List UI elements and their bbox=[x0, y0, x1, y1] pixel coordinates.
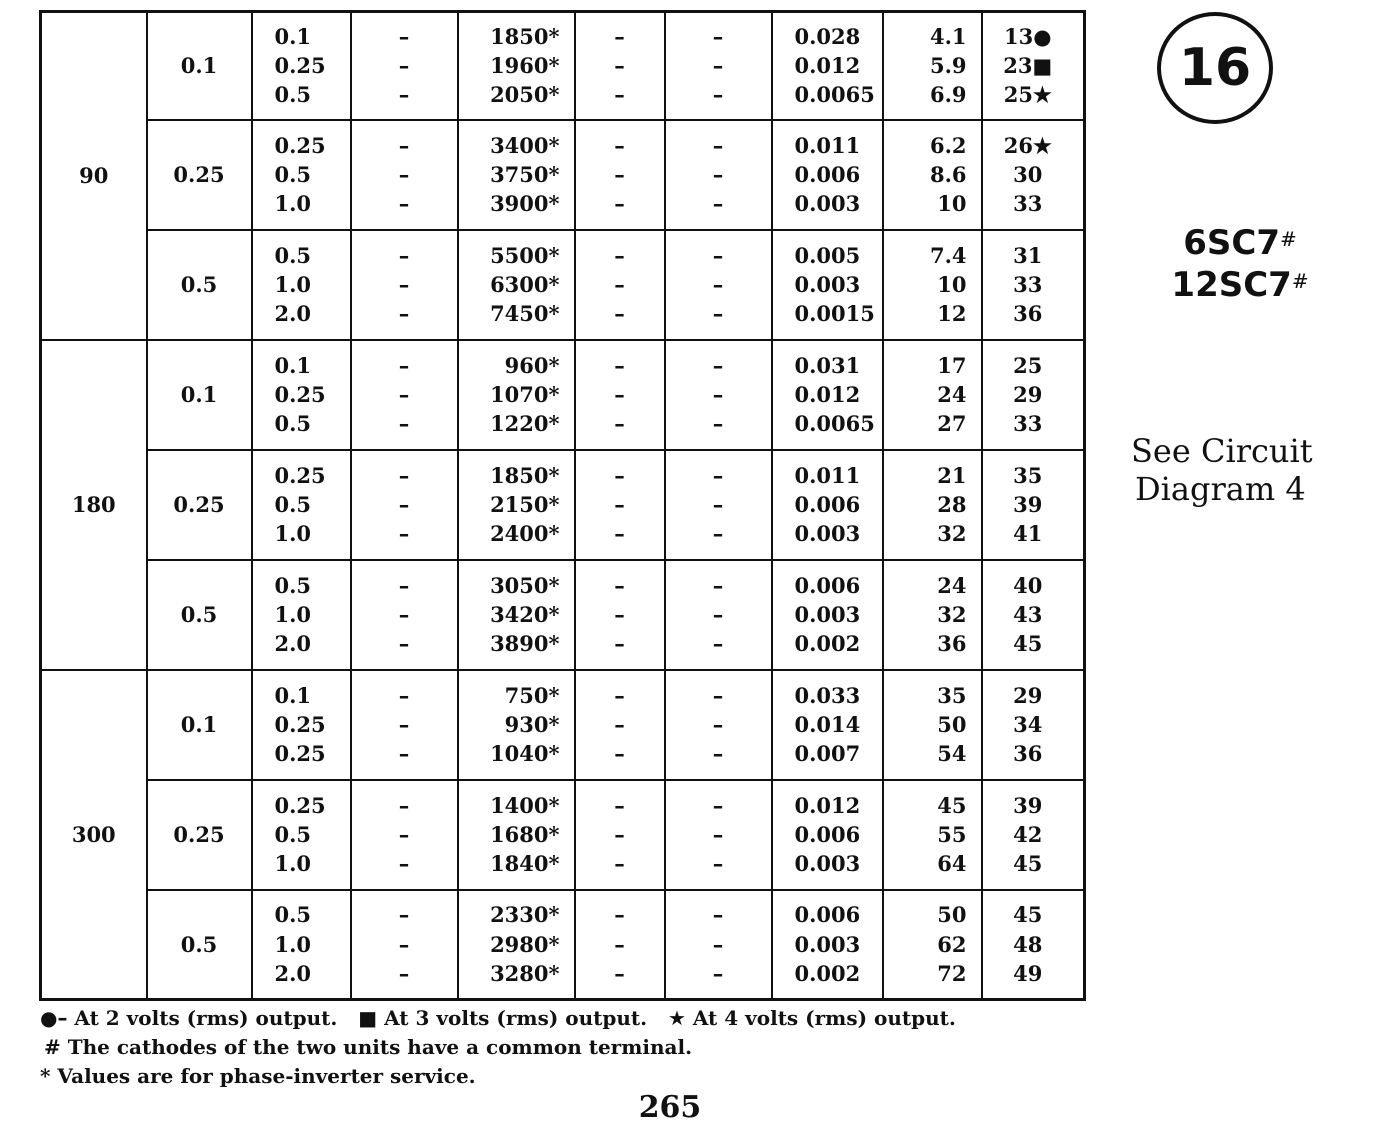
dash-column-2: – – – bbox=[614, 462, 625, 547]
footnotes bbox=[40, 1004, 1100, 1091]
grid-resistance-values-cell bbox=[252, 670, 351, 780]
table-row bbox=[41, 120, 1085, 230]
table-row bbox=[41, 230, 1085, 340]
voltage-output-values-cell bbox=[883, 230, 982, 340]
dash-column-1-cell bbox=[351, 120, 458, 230]
dash-column-3-cell bbox=[665, 890, 772, 1000]
dash-column-3-cell bbox=[665, 12, 772, 120]
grid-resistance-values: 0.5 1.0 2.0 bbox=[274, 242, 312, 327]
coupling-capacitor-values: 0.033 0.014 0.007 bbox=[794, 682, 861, 767]
dash-column-1: – – – bbox=[398, 902, 410, 986]
coupling-capacitor-values-cell bbox=[772, 450, 883, 560]
table-row bbox=[41, 780, 1085, 890]
gain-values-cell bbox=[982, 340, 1085, 450]
dash-column-3: – – – bbox=[712, 352, 724, 437]
plate-resistor-cell: 0.1 bbox=[147, 12, 252, 120]
footnote-output-levels: ●– At 2 volts (rms) output. ■ At 3 volts (rms) output. ★ At 4 volts (rms) output. bbox=[40, 1006, 956, 1030]
grid-resistance-values-cell bbox=[252, 340, 351, 450]
page-number: 265 bbox=[638, 1090, 702, 1125]
dash-column-1: – – – bbox=[398, 132, 410, 217]
coupling-capacitor-values-cell bbox=[772, 12, 883, 120]
table-row bbox=[41, 670, 1085, 780]
grid-resistance-values: 0.1 0.25 0.5 bbox=[274, 352, 326, 437]
dash-column-3-cell bbox=[665, 560, 772, 670]
voltage-output-values-cell bbox=[883, 560, 982, 670]
dash-column-1: – – – bbox=[398, 572, 410, 657]
cathode-resistor-values-cell bbox=[458, 120, 575, 230]
dash-column-3-cell bbox=[665, 670, 772, 780]
dash-column-2-cell bbox=[575, 670, 665, 780]
dash-column-2-cell bbox=[575, 560, 665, 670]
cathode-resistor-values: 2330* 2980* 3280* bbox=[490, 902, 560, 986]
plate-resistor-cell: 0.5 bbox=[147, 890, 252, 1000]
dash-column-3: – – – bbox=[712, 23, 724, 108]
table-row bbox=[41, 12, 1085, 120]
dash-column-1: – – – bbox=[398, 792, 410, 877]
plate-resistor-cell: 0.5 bbox=[147, 230, 252, 340]
cathode-resistor-values: 1850* 1960* 2050* bbox=[490, 23, 560, 108]
tube-data-table bbox=[39, 10, 1086, 1001]
gain-values-cell bbox=[982, 12, 1085, 120]
gain-values-cell bbox=[982, 890, 1085, 1000]
dash-column-2-cell bbox=[575, 12, 665, 120]
coupling-capacitor-values: 0.011 0.006 0.003 bbox=[794, 462, 861, 547]
footnote-phase-inverter: * Values are for phase-inverter service. bbox=[40, 1064, 476, 1088]
coupling-capacitor-values: 0.006 0.003 0.002 bbox=[794, 902, 861, 986]
gain-values: 45 48 49 bbox=[1013, 902, 1043, 986]
voltage-output-values-cell bbox=[883, 890, 982, 1000]
dash-column-1-cell bbox=[351, 670, 458, 780]
tube-name-1: 6SC7# bbox=[1183, 223, 1297, 263]
circuit-reference-line-1: See Circuit bbox=[1131, 432, 1313, 470]
dash-column-2: – – – bbox=[614, 352, 625, 437]
dash-column-1: – – – bbox=[398, 682, 410, 767]
table-row bbox=[41, 340, 1085, 450]
cathode-resistor-values-cell bbox=[458, 230, 575, 340]
grid-resistance-values-cell bbox=[252, 12, 351, 120]
dash-column-3: – – – bbox=[712, 902, 724, 986]
dash-column-1: – – – bbox=[398, 242, 410, 327]
dash-column-2: – – – bbox=[614, 132, 625, 217]
tube-type-names bbox=[1140, 222, 1340, 306]
dash-column-2-cell bbox=[575, 230, 665, 340]
dash-column-2-cell bbox=[575, 450, 665, 560]
cathode-resistor-values: 1400* 1680* 1840* bbox=[490, 792, 560, 877]
plate-resistor-cell: 0.1 bbox=[147, 340, 252, 450]
cathode-resistor-values-cell bbox=[458, 450, 575, 560]
dash-column-3-cell bbox=[665, 230, 772, 340]
gain-values: 13● 23■ 25★ bbox=[1003, 23, 1053, 108]
dash-column-1-cell bbox=[351, 230, 458, 340]
coupling-capacitor-values-cell bbox=[772, 890, 883, 1000]
dash-column-3: – – – bbox=[712, 132, 724, 217]
grid-resistance-values: 0.5 1.0 2.0 bbox=[274, 572, 312, 657]
circuit-reference-line-2: Diagram 4 bbox=[1135, 470, 1306, 508]
tube-name-2: 12SC7# bbox=[1171, 265, 1309, 305]
coupling-capacitor-values: 0.012 0.006 0.003 bbox=[794, 792, 861, 877]
supply-voltage-cell: 180 bbox=[41, 340, 147, 670]
dash-column-2: – – – bbox=[614, 682, 625, 767]
grid-resistance-values: 0.1 0.25 0.5 bbox=[274, 23, 326, 108]
badge-number: 16 bbox=[1178, 38, 1252, 98]
supply-voltage-cell: 90 bbox=[41, 12, 147, 340]
cathode-resistor-values-cell bbox=[458, 340, 575, 450]
voltage-output-values: 6.2 8.6 10 bbox=[929, 132, 967, 217]
gain-values: 31 33 36 bbox=[1013, 242, 1043, 327]
coupling-capacitor-values: 0.031 0.012 0.0065 bbox=[794, 352, 875, 437]
coupling-capacitor-values: 0.006 0.003 0.002 bbox=[794, 572, 861, 657]
dash-column-2-cell bbox=[575, 340, 665, 450]
voltage-output-values: 4.1 5.9 6.9 bbox=[929, 23, 967, 108]
plate-resistor-cell: 0.5 bbox=[147, 560, 252, 670]
coupling-capacitor-values-cell bbox=[772, 230, 883, 340]
dash-column-2: – – – bbox=[614, 902, 625, 986]
gain-values-cell bbox=[982, 230, 1085, 340]
coupling-capacitor-values-cell bbox=[772, 340, 883, 450]
table-body bbox=[41, 12, 1085, 1000]
gain-values: 29 34 36 bbox=[1013, 682, 1043, 767]
coupling-capacitor-values-cell bbox=[772, 670, 883, 780]
voltage-output-values-cell bbox=[883, 340, 982, 450]
dash-column-2: – – – bbox=[614, 572, 625, 657]
gain-values-cell bbox=[982, 670, 1085, 780]
voltage-output-values: 50 62 72 bbox=[937, 902, 967, 986]
gain-values-cell bbox=[982, 450, 1085, 560]
cathode-resistor-values: 960* 1070* 1220* bbox=[490, 352, 560, 437]
voltage-output-values-cell bbox=[883, 120, 982, 230]
cathode-resistor-values-cell bbox=[458, 780, 575, 890]
cathode-resistor-values: 5500* 6300* 7450* bbox=[490, 242, 560, 327]
grid-resistance-values-cell bbox=[252, 450, 351, 560]
coupling-capacitor-values: 0.005 0.003 0.0015 bbox=[794, 242, 875, 327]
dash-column-3-cell bbox=[665, 450, 772, 560]
supply-voltage-cell: 300 bbox=[41, 670, 147, 1000]
footnote-cathodes: # The cathodes of the two units have a common terminal. bbox=[44, 1035, 693, 1059]
voltage-output-values: 7.4 10 12 bbox=[929, 242, 967, 327]
gain-values-cell bbox=[982, 560, 1085, 670]
coupling-capacitor-values-cell bbox=[772, 120, 883, 230]
dash-column-1-cell bbox=[351, 12, 458, 120]
coupling-capacitor-values: 0.011 0.006 0.003 bbox=[794, 132, 861, 217]
cathode-resistor-values: 750* 930* 1040* bbox=[490, 682, 560, 767]
voltage-output-values: 35 50 54 bbox=[937, 682, 967, 767]
cathode-resistor-values: 1850* 2150* 2400* bbox=[490, 462, 560, 547]
dash-column-3-cell bbox=[665, 120, 772, 230]
grid-resistance-values: 0.25 0.5 1.0 bbox=[274, 462, 326, 547]
cathode-resistor-values: 3400* 3750* 3900* bbox=[490, 132, 560, 217]
circuit-reference bbox=[1131, 432, 1351, 508]
dash-column-3: – – – bbox=[712, 572, 724, 657]
dash-column-1: – – – bbox=[398, 352, 410, 437]
table-row bbox=[41, 560, 1085, 670]
voltage-output-values: 17 24 27 bbox=[937, 352, 967, 437]
table-row bbox=[41, 890, 1085, 1000]
plate-resistor-cell: 0.25 bbox=[147, 120, 252, 230]
dash-column-1-cell bbox=[351, 890, 458, 1000]
square-symbol: ■ bbox=[358, 1006, 378, 1030]
cathode-resistor-values-cell bbox=[458, 890, 575, 1000]
grid-resistance-values-cell bbox=[252, 230, 351, 340]
dash-column-1-cell bbox=[351, 560, 458, 670]
grid-resistance-values-cell bbox=[252, 780, 351, 890]
cathode-resistor-values-cell bbox=[458, 12, 575, 120]
dash-column-1: – – – bbox=[398, 462, 410, 547]
dash-column-3: – – – bbox=[712, 682, 724, 767]
circle-dash-symbol: ●– bbox=[40, 1006, 68, 1030]
gain-values-cell bbox=[982, 120, 1085, 230]
table-row bbox=[41, 450, 1085, 560]
grid-resistance-values: 0.25 0.5 1.0 bbox=[274, 792, 326, 877]
grid-resistance-values-cell bbox=[252, 120, 351, 230]
gain-values: 40 43 45 bbox=[1013, 572, 1043, 657]
grid-resistance-values-cell bbox=[252, 560, 351, 670]
plate-resistor-cell: 0.25 bbox=[147, 780, 252, 890]
cathode-resistor-values-cell bbox=[458, 560, 575, 670]
dash-column-1-cell bbox=[351, 780, 458, 890]
gain-values: 25 29 33 bbox=[1013, 352, 1043, 437]
grid-resistance-values: 0.25 0.5 1.0 bbox=[274, 132, 326, 217]
dash-column-2: – – – bbox=[614, 242, 625, 327]
grid-resistance-values: 0.5 1.0 2.0 bbox=[274, 902, 312, 986]
coupling-capacitor-values-cell bbox=[772, 560, 883, 670]
grid-resistance-values-cell bbox=[252, 890, 351, 1000]
voltage-output-values-cell bbox=[883, 780, 982, 890]
voltage-output-values-cell bbox=[883, 12, 982, 120]
dash-column-3: – – – bbox=[712, 462, 724, 547]
dash-column-2-cell bbox=[575, 120, 665, 230]
coupling-capacitor-values-cell bbox=[772, 780, 883, 890]
gain-values: 35 39 41 bbox=[1013, 462, 1043, 547]
grid-resistance-values: 0.1 0.25 0.25 bbox=[274, 682, 326, 767]
voltage-output-values: 45 55 64 bbox=[937, 792, 967, 877]
dash-column-1-cell bbox=[351, 450, 458, 560]
coupling-capacitor-values: 0.028 0.012 0.0065 bbox=[794, 23, 875, 108]
plate-resistor-cell: 0.1 bbox=[147, 670, 252, 780]
plate-resistor-cell: 0.25 bbox=[147, 450, 252, 560]
voltage-output-values: 24 32 36 bbox=[937, 572, 967, 657]
dash-column-2: – – – bbox=[614, 23, 625, 108]
cathode-resistor-values-cell bbox=[458, 670, 575, 780]
dash-column-2: – – – bbox=[614, 792, 625, 877]
dash-column-2-cell bbox=[575, 890, 665, 1000]
gain-values: 39 42 45 bbox=[1013, 792, 1043, 877]
voltage-output-values: 21 28 32 bbox=[937, 462, 967, 547]
dash-column-3-cell bbox=[665, 340, 772, 450]
dash-column-3: – – – bbox=[712, 242, 724, 327]
section-number-badge bbox=[1157, 12, 1273, 124]
dash-column-3-cell bbox=[665, 780, 772, 890]
star-symbol: ★ bbox=[667, 1006, 686, 1030]
dash-column-2-cell bbox=[575, 780, 665, 890]
voltage-output-values-cell bbox=[883, 450, 982, 560]
dash-column-1: – – – bbox=[398, 23, 410, 108]
voltage-output-values-cell bbox=[883, 670, 982, 780]
cathode-resistor-values: 3050* 3420* 3890* bbox=[490, 572, 560, 657]
dash-column-3: – – – bbox=[712, 792, 724, 877]
dash-column-1-cell bbox=[351, 340, 458, 450]
gain-values: 26★ 30 33 bbox=[1003, 132, 1052, 217]
gain-values-cell bbox=[982, 780, 1085, 890]
